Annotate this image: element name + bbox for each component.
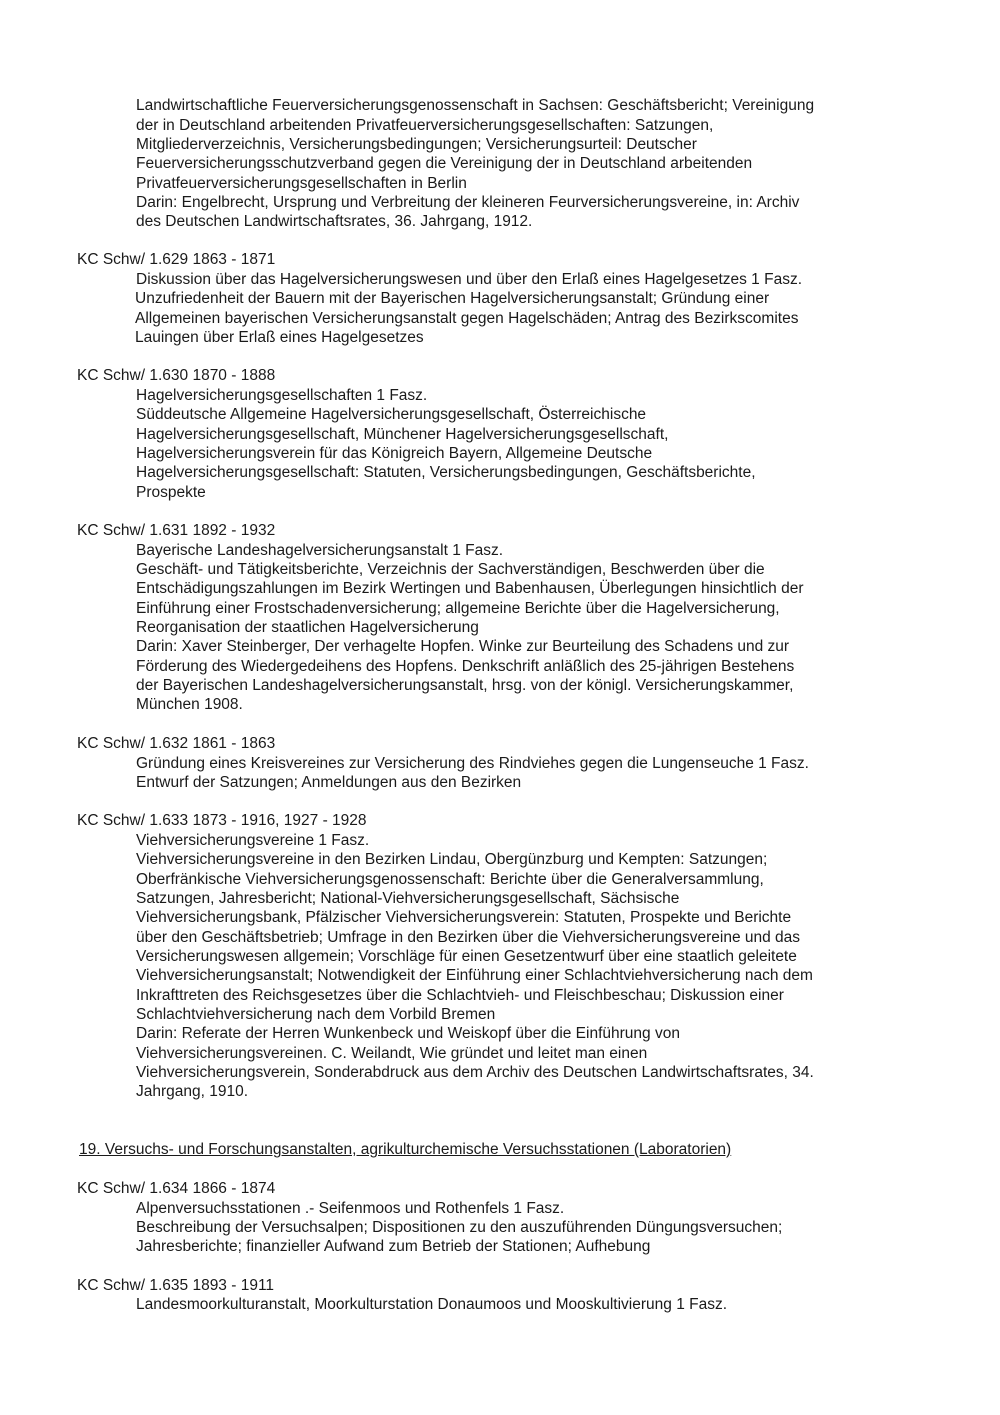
- intro-line: Privatfeuerversicherungsgesellschaften in Berlin: [136, 175, 467, 192]
- record-line: Entschädigungszahlungen im Bezirk Wertingen und Babenhausen, Überlegungen hinsichtlich der: [136, 580, 804, 597]
- record-line: Darin: Xaver Steinberger, Der verhagelte Hopfen. Winke zur Beurteilung des Schadens und zur: [136, 638, 790, 655]
- intro-line: Darin: Engelbrecht, Ursprung und Verbreitung der kleineren Feurversicherungsvereine, in: Archiv: [136, 194, 800, 211]
- record-line: Reorganisation der staatlichen Hagelversicherung: [136, 619, 479, 636]
- record-line: Darin: Referate der Herren Wunkenbeck und Weiskopf über die Einführung von: [136, 1025, 680, 1042]
- record-line: Hagelversicherungsgesellschaft: Statuten, Versicherungsbedingungen, Geschäftsberichte,: [136, 464, 756, 481]
- record-signature: KC Schw/ 1.629 1863 - 1871: [77, 251, 276, 268]
- record-line: Hagelversicherungsgesellschaften 1 Fasz.: [136, 387, 428, 404]
- record-signature: KC Schw/ 1.631 1892 - 1932: [77, 522, 276, 539]
- intro-line: Landwirtschaftliche Feuerversicherungsgenossenschaft in Sachsen: Geschäftsbericht; Vereinigung: [136, 97, 815, 114]
- record-line: Satzungen, Jahresbericht; National-Viehversicherungsgesellschaft, Sächsische: [136, 890, 680, 907]
- record-line: Inkrafttreten des Reichsgesetzes über die Schlachtvieh- und Fleischbeschau; Diskussion einer: [136, 987, 784, 1004]
- record-line: Oberfränkische Viehversicherungsgenossenschaft: Berichte über die Generalversammlung,: [136, 871, 764, 888]
- record-line: München 1908.: [136, 696, 243, 713]
- record-line: Gründung eines Kreisvereines zur Versicherung des Rindviehes gegen die Lungenseuche 1 Fasz.: [136, 755, 809, 772]
- record-line: Viehversicherungsanstalt; Notwendigkeit der Einführung einer Schlachtviehversicherung nach dem: [136, 967, 813, 984]
- record-line: Versicherungswesen allgemein; Vorschläge für einen Gesetzentwurf über eine staatlich geleitete: [136, 948, 797, 965]
- record-line: Hagelversicherungsgesellschaft, Münchener Hagelversicherungsgesellschaft,: [136, 426, 669, 443]
- intro-line: Mitgliederverzeichnis, Versicherungsbedingungen; Versicherungsurteil: Deutscher: [136, 136, 697, 153]
- intro-line: des Deutschen Landwirtschaftsrates, 36. Jahrgang, 1912.: [136, 213, 533, 230]
- record-signature: KC Schw/ 1.632 1861 - 1863: [77, 735, 276, 752]
- record-line: Viehversicherungsvereine in den Bezirken Lindau, Obergünzburg und Kempten: Satzungen;: [136, 851, 768, 868]
- record-line: über den Geschäftsbetrieb; Umfrage in den Bezirken über die Viehversicherungsvereine und das: [136, 929, 801, 946]
- intro-line: Feuerversicherungsschutzverband gegen die Vereinigung der in Deutschland arbeitenden: [136, 155, 753, 172]
- record-line: Süddeutsche Allgemeine Hagelversicherungsgesellschaft, Österreichische: [136, 406, 647, 423]
- record-line: Einführung einer Frostschadenversicherung; allgemeine Berichte über die Hagelversicherung,: [136, 600, 780, 617]
- record-signature: KC Schw/ 1.635 1893 - 1911: [77, 1277, 275, 1294]
- record-line: Jahresberichte; finanzieller Aufwand zum Betrieb der Stationen; Aufhebung: [136, 1238, 651, 1255]
- record-signature: KC Schw/ 1.634 1866 - 1874: [77, 1180, 276, 1197]
- record-line: Bayerische Landeshagelversicherungsanstalt 1 Fasz.: [136, 542, 504, 559]
- record-line: Geschäft- und Tätigkeitsberichte, Verzeichnis der Sachverständigen, Beschwerden über die: [136, 561, 765, 578]
- record-line: Jahrgang, 1910.: [136, 1083, 249, 1100]
- record-line: Lauingen über Erlaß eines Hagelgesetzes: [135, 329, 424, 346]
- section-heading: 19. Versuchs- und Forschungsanstalten, agrikulturchemische Versuchsstationen (Laboratorien): [79, 1141, 732, 1158]
- record-line: Prospekte: [136, 484, 206, 501]
- record-line: Hagelversicherungsverein für das Königreich Bayern, Allgemeine Deutsche: [136, 445, 653, 462]
- record-line: Allgemeinen bayerischen Versicherungsanstalt gegen Hagelschäden; Antrag des Bezirkscomites: [135, 310, 799, 327]
- record-line: Diskussion über das Hagelversicherungswesen und über den Erlaß eines Hagelgesetzes 1 Fasz.: [136, 271, 803, 288]
- record-line: Viehversicherungsbank, Pfälzischer Viehversicherungsverein: Statuten, Prospekte und Berichte: [136, 909, 792, 926]
- record-line: Unzufriedenheit der Bauern mit der Bayerischen Hagelversicherungsanstalt; Gründung einer: [135, 290, 770, 307]
- intro-line: der in Deutschland arbeitenden Privatfeuerversicherungsgesellschaften: Satzungen,: [136, 117, 714, 134]
- record-signature: KC Schw/ 1.630 1870 - 1888: [77, 367, 276, 384]
- record-signature: KC Schw/ 1.633 1873 - 1916, 1927 - 1928: [77, 812, 367, 829]
- record-line: Alpenversuchsstationen .- Seifenmoos und Rothenfels 1 Fasz.: [136, 1200, 565, 1217]
- record-line: Entwurf der Satzungen; Anmeldungen aus den Bezirken: [136, 774, 522, 791]
- record-line: Viehversicherungsvereinen. C. Weilandt, Wie gründet und leitet man einen: [136, 1045, 648, 1062]
- record-line: Beschreibung der Versuchsalpen; Dispositionen zu den auszuführenden Düngungsversuchen;: [136, 1219, 783, 1236]
- record-line: der Bayerischen Landeshagelversicherungsanstalt, hrsg. von der königl. Versicherungskammer,: [136, 677, 794, 694]
- record-line: Viehversicherungsverein, Sonderabdruck aus dem Archiv des Deutschen Landwirtschaftsrates, 34.: [136, 1064, 814, 1081]
- record-line: Förderung des Wiedergedeihens des Hopfens. Denkschrift anläßlich des 25-jährigen Bestehens: [136, 658, 795, 675]
- record-line: Schlachtviehversicherung nach dem Vorbild Bremen: [136, 1006, 496, 1023]
- record-line: Viehversicherungsvereine 1 Fasz.: [136, 832, 370, 849]
- record-line: Landesmoorkulturanstalt, Moorkulturstation Donaumoos und Mooskultivierung 1 Fasz.: [136, 1296, 728, 1313]
